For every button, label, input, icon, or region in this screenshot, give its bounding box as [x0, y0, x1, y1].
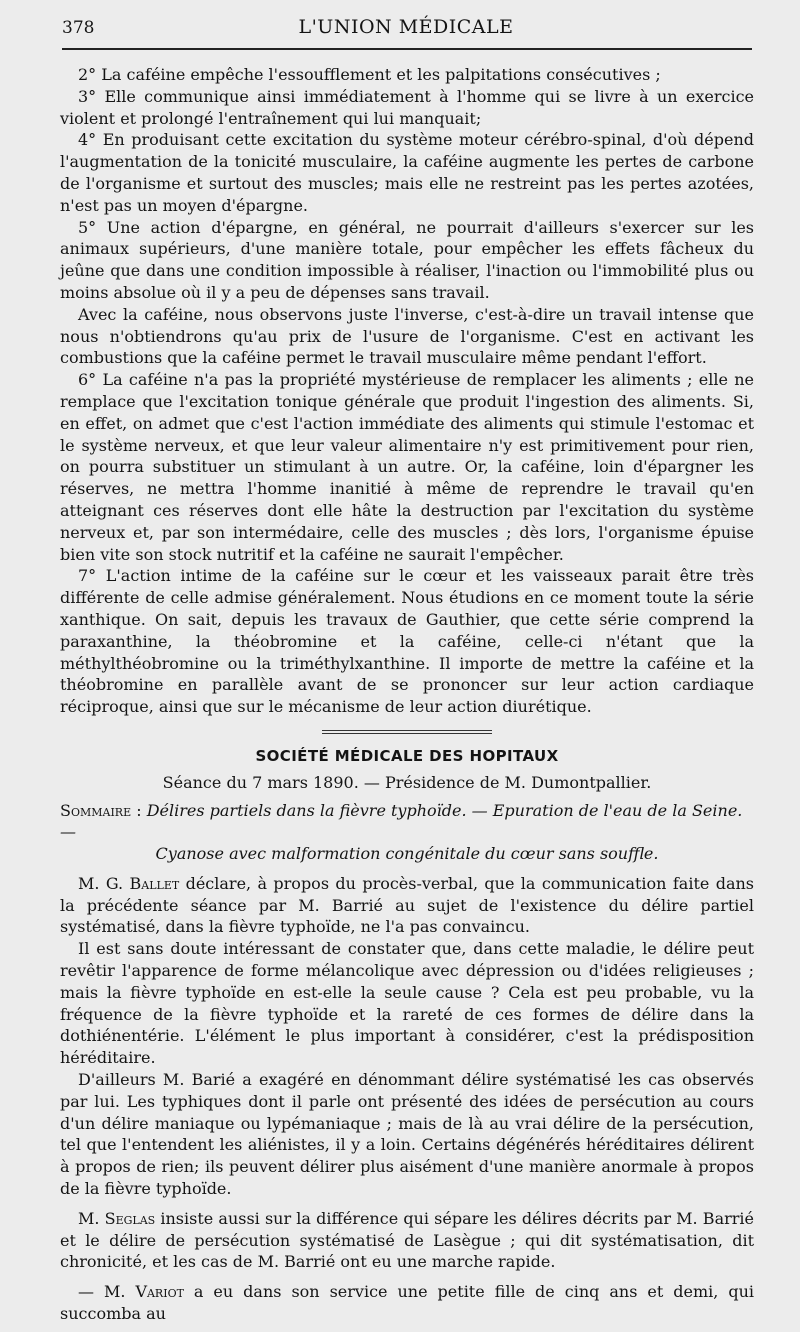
- speaker-name-seglas: Seglas: [104, 1208, 156, 1228]
- paragraph-point-4: 4° En produisant cette excitation du système moteur cérébro-spinal, d'où dépend l'augmentation de la tonicité musculaire, la caféine augmente les pertes de carbone de l'organisme et surtout des muscles; mais elle ne restreint pas les pertes azotées, n'est pas un moyen d'épargne.: [60, 130, 754, 215]
- paragraph-gap: [60, 1273, 754, 1281]
- header-rule: [62, 48, 752, 50]
- speaker-text: a eu dans son service une petite fille de cinq ans et demi, qui succomba au: [60, 1282, 754, 1324]
- summary-block: [60, 800, 754, 865]
- paragraph-point-5: 5° Une action d'épargne, en général, ne pourrait d'ailleurs s'exercer sur les animaux supérieurs, d'une manière totale, pour empêcher les effets fâcheux du jeûne que dans une condition impossible à réaliser, l'inaction ou l'immobilité plus ou moins absolue où il y a peu de dépenses sans travail.: [60, 217, 754, 302]
- speaker-prefix: M. G.: [78, 873, 130, 893]
- summary-items-line2: Cyanose avec malformation congénitale du cœur sans souffle.: [155, 844, 659, 864]
- speaker-text: déclare, à propos du procès-verbal, que la communication faite dans la précédente séance par M. Barrié au sujet de l'existence du délire partiel systématisé, dans la fièvre typhoïde, ne l'a pas convaincu.: [60, 873, 755, 937]
- paragraph-point-3: 3° Elle communique ainsi immédiatement à l'homme qui se livre à un exercice violent et prolongé l'entraînement qui lui manquait;: [60, 86, 754, 128]
- section-title: SOCIÉTÉ MÉDICALE DES HOPITAUX: [255, 746, 559, 765]
- speaker-text: insiste aussi sur la différence qui sépare les délires décrits par M. Barrié et le délire de persécution systématisé de Lasègue ; qui dit systématisation, dit chronicité, et les cas de M. Barrié ont eu une marche rapide.: [60, 1208, 754, 1272]
- speaker-name-ballet: Ballet: [129, 873, 180, 893]
- speaker-prefix: — M.: [78, 1282, 136, 1302]
- paragraph-point-7: 7° L'action intime de la caféine sur le cœur et les vaisseaux parait être très différente de celle admise généralement. Nous étudions en ce moment toute la série xanthique. On sait, depuis les travaux de Gauthier, que cette série comprend la paraxanthine, la théobromine et la caféine, celle-ci n'étant que la méthylthéobromine ou la triméthylxanthine. Il importe de mettre la caféine et la théobromine en parallèle avant de se prononcer sur leur action cardiaque réciproque, ainsi que sur le mécanisme de leur action diurétique.: [60, 566, 754, 717]
- paragraph-caffeine-inverse: Avec la caféine, nous observons juste l'inverse, c'est-à-dire un travail intense que nous n'obtiendrons qu'au prix de l'usure de l'organisme. C'est en activant les combustions que la caféine permet le travail musculaire même pendant l'effort.: [60, 304, 754, 368]
- paragraph-point-2: 2° La caféine empêche l'essoufflement et les palpitations consécutives ;: [78, 65, 661, 84]
- paragraph-variot: [60, 1281, 754, 1325]
- paragraph-barie-exagere: D'ailleurs M. Barié a exagéré en dénommant délire systématisé les cas observés par lui. Les typhiques dont il parle ont présenté des idées de persécution au cours d'un délire maniaque ou lypémaniaque ; mais de là au vrai délire de la persécution, tel que l'entendent les aliénistes, il y a loin. Certains dégénérés héréditaires délirent à propos de rien; ils peuvent délirer plus aisément d'une manière anormale à propos de la fièvre typhoïde.: [60, 1070, 754, 1199]
- paragraph-ballet: [60, 873, 754, 938]
- summary-label: Sommaire :: [60, 800, 142, 820]
- speaker-prefix: M.: [78, 1208, 105, 1228]
- session-line: Séance du 7 mars 1890. — Présidence de M. Dumontpallier.: [162, 772, 652, 792]
- summary-items-line1: Délires partiels dans la fièvre typhoïde. — Epuration de l'eau de la Seine. —: [60, 800, 743, 842]
- speaker-name-variot: Variot: [135, 1282, 184, 1302]
- running-header: [58, 14, 754, 42]
- journal-title: L'UNION MÉDICALE: [298, 16, 514, 38]
- paragraph-gap: [60, 1200, 754, 1208]
- section-separator: [322, 730, 492, 734]
- body-text: [60, 64, 754, 1325]
- page-number: 378: [62, 18, 95, 38]
- paragraph-seglas: [60, 1208, 754, 1273]
- paragraph-point-6: 6° La caféine n'a pas la propriété mystérieuse de remplacer les aliments ; elle ne remplace que l'excitation tonique générale que produit l'ingestion des aliments. Si, en effet, on admet que c'est l'action immédiate des aliments qui stimule l'estomac et le système nerveux, et que leur valeur alimentaire n'y est primitivement pour rien, on pourra substituer un stimulant à un autre. Or, la caféine, loin d'épargner les réserves, ne mettra l'homme inanitié à même de reprendre le travail qu'en atteignant ces réserves dont elle hâte la destruction par l'excitation du système nerveux et, par son intermédaire, celle des muscles ; dès lors, l'organisme épuise bien vite son stock nutritif et la caféine ne saurait l'empêcher.: [60, 370, 754, 564]
- paragraph-delire-melancolique: Il est sans doute intéressant de constater que, dans cette maladie, le délire peut revêtir l'apparence de forme mélancolique avec dépression ou d'idées religieuses ; mais la fièvre typhoïde en est-elle la seule cause ? Cela est peu probable, vu la fréquence de la fièvre typhoïde et la rareté de ces formes de délire dans la dothiénentérie. L'élément le plus important à considérer, c'est la prédisposition héréditaire.: [60, 939, 754, 1068]
